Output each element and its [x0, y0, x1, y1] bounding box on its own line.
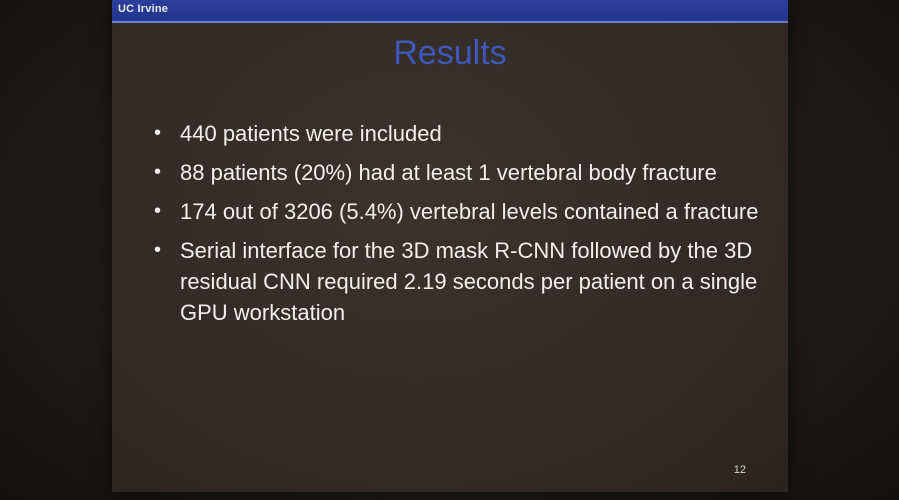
page-number: 12: [733, 464, 746, 476]
brand-label: UC Irvine: [118, 3, 169, 15]
bullet-item: [152, 118, 772, 149]
bullet-dot-icon: •: [154, 200, 162, 222]
bullet-text: 440 patients were included: [180, 121, 442, 146]
bullet-text: 88 patients (20%) had at least 1 vertebral body fracture: [180, 160, 717, 185]
bullet-item: [152, 157, 772, 188]
bullet-dot-icon: •: [154, 161, 162, 183]
bullet-text: Serial interface for the 3D mask R-CNN followed by the 3D residual CNN required 2.19 seconds per patient on a single GPU workstation: [180, 238, 758, 325]
bullet-dot-icon: •: [154, 239, 162, 261]
bullet-dot-icon: •: [154, 122, 162, 144]
bullet-item: [152, 235, 772, 328]
header-bar: [112, 0, 788, 23]
bullet-item: [152, 196, 772, 227]
slide-title: Results: [393, 34, 507, 72]
presentation-slide: [112, 0, 788, 492]
bullet-list: [152, 118, 772, 336]
bullet-text: 174 out of 3206 (5.4%) vertebral levels contained a fracture: [180, 199, 759, 224]
